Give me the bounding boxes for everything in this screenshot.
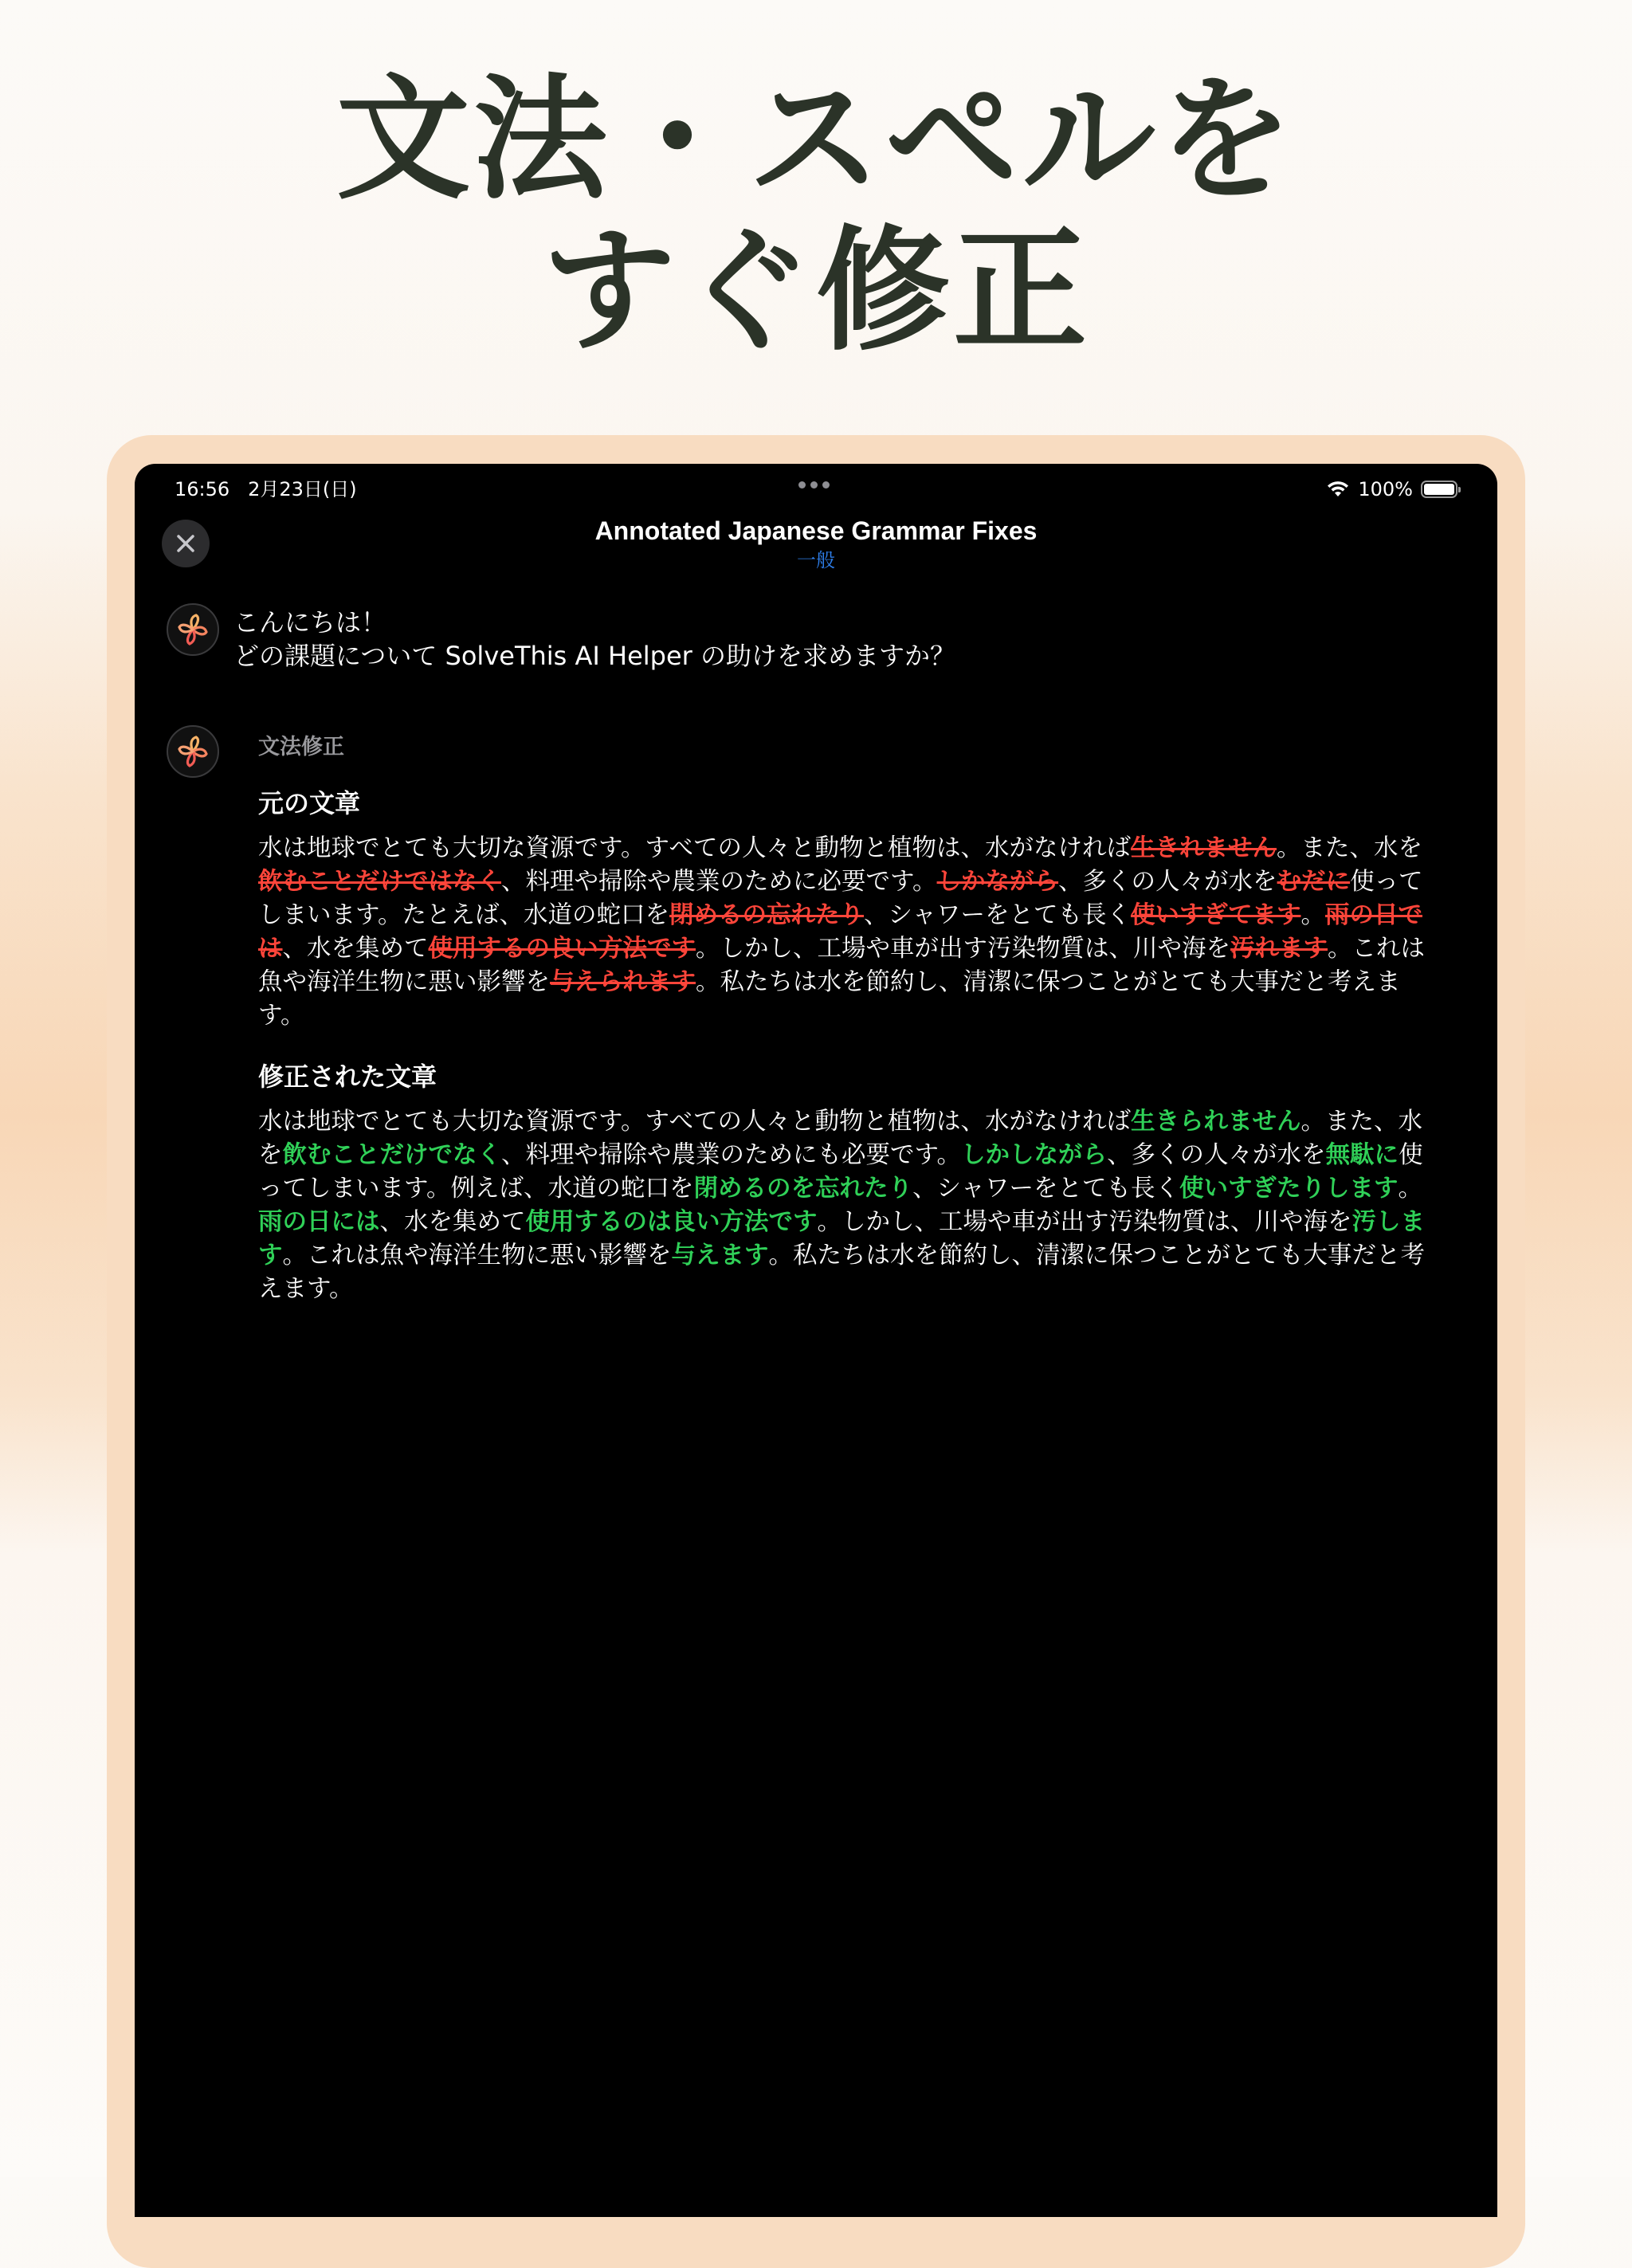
deleted-text: むだに	[1277, 868, 1351, 896]
status-date: 2月23日(日)	[248, 478, 357, 500]
text-segment: 、料理や掃除や農業のために必要です。	[501, 868, 937, 896]
text-segment: 、シャワーをとても長く	[864, 901, 1131, 929]
original-section-title: 元の文章	[258, 788, 361, 818]
response-label: 文法修正	[258, 735, 344, 759]
text-segment: 。これは魚や海洋生物に悪い影響を	[282, 1242, 672, 1269]
text-segment: 。また、水を	[1276, 834, 1422, 862]
assistant-avatar	[167, 603, 219, 656]
inserted-text: 生きられません	[1130, 1108, 1301, 1136]
deleted-text: 使用するの良い方法です	[428, 935, 696, 963]
greeting-line-2: どの課題について SolveThis AI Helper の助けを求めますか？	[233, 641, 955, 671]
deleted-text: 与えられます	[550, 968, 696, 996]
inserted-text: 雨の日には	[258, 1208, 380, 1236]
flower-logo-icon	[174, 610, 212, 649]
text-segment: 。私たちは水を節約し、清潔に保つことがとても大事だと考えます。	[258, 1242, 1425, 1303]
deleted-text: しかながら	[936, 868, 1059, 896]
text-segment: 水は地球でとても大切な資源です。すべての人々と動物と植物は、水がなければ	[258, 834, 1131, 862]
status-right	[1326, 473, 1457, 505]
wifi-icon	[1326, 481, 1350, 498]
text-segment: 使ってしまいます。例えば、水道の蛇口を	[258, 1141, 1423, 1203]
conversation-category[interactable]: 一般	[797, 549, 835, 571]
text-segment: 水は地球でとても大切な資源です。すべての人々と動物と植物は、水がなければ	[258, 1108, 1131, 1136]
battery-percent: 100%	[1358, 478, 1413, 500]
text-segment: 。しかし、工場や車が出す汚染物質は、川や海を	[696, 935, 1230, 963]
text-segment: 、シャワーをとても長く	[912, 1175, 1179, 1203]
text-segment: 、料理や掃除や農業のためにも必要です。	[501, 1141, 962, 1169]
text-segment: 、水を集めて	[282, 935, 429, 963]
text-segment: 。しかし、工場や車が出す汚染物質は、川や海を	[817, 1208, 1352, 1236]
assistant-avatar	[167, 725, 219, 778]
text-segment: 。これは魚や海洋生物に悪い影響を	[258, 935, 1425, 996]
inserted-text: 閉めるのを忘れたり	[693, 1175, 913, 1203]
text-segment: 、多くの人々が水を	[1058, 868, 1277, 896]
battery-icon	[1421, 481, 1457, 498]
deleted-text: 使いすぎてます	[1130, 901, 1301, 929]
corrected-section-title: 修正された文章	[258, 1061, 437, 1092]
app-screen	[135, 464, 1497, 2217]
flower-logo-icon	[174, 732, 212, 771]
inserted-text: 無駄に	[1325, 1141, 1399, 1169]
corrected-text	[258, 1105, 1438, 1306]
inserted-text: 汚します	[258, 1208, 1425, 1269]
conversation-title: Annotated Japanese Grammar Fixes	[594, 516, 1038, 545]
deleted-text: 汚れます	[1230, 935, 1328, 963]
text-segment: 、水を集めて	[379, 1208, 526, 1236]
text-segment: 。	[1300, 901, 1325, 929]
deleted-text: 閉めるの忘れたり	[669, 901, 865, 929]
status-clock: 16:56	[175, 478, 230, 500]
headline-line-1: 文法・スペルを	[336, 61, 1296, 218]
deleted-text: 生きれません	[1130, 834, 1277, 862]
greeting-message	[233, 606, 955, 673]
text-segment: 使ってしまいます。たとえば、水道の蛇口を	[258, 868, 1423, 929]
multitasking-dots-icon[interactable]	[798, 481, 830, 489]
text-segment: 。	[1398, 1175, 1422, 1203]
greeting-line-1: こんにちは！	[233, 607, 387, 638]
deleted-text: 飲むことだけではなく	[258, 868, 501, 896]
battery-fill	[1424, 484, 1454, 495]
inserted-text: 与えます	[671, 1242, 769, 1269]
status-time	[175, 472, 357, 507]
text-segment: 。私たちは水を節約し、清潔に保つことがとても大事だと考えます。	[258, 968, 1401, 1030]
headline	[0, 61, 1632, 369]
original-text	[258, 832, 1438, 1033]
headline-line-2: すぐ修正	[542, 213, 1090, 369]
text-segment: 。また、水を	[258, 1108, 1422, 1169]
inserted-text: 使用するのは良い方法です	[525, 1208, 818, 1236]
inserted-text: 飲むことだけでなく	[282, 1141, 501, 1169]
inserted-text: 使いすぎたりします	[1179, 1175, 1399, 1203]
text-segment: 、多くの人々が水を	[1107, 1141, 1326, 1169]
deleted-text: 雨の日では	[258, 901, 1422, 963]
inserted-text: しかしながら	[961, 1141, 1108, 1169]
